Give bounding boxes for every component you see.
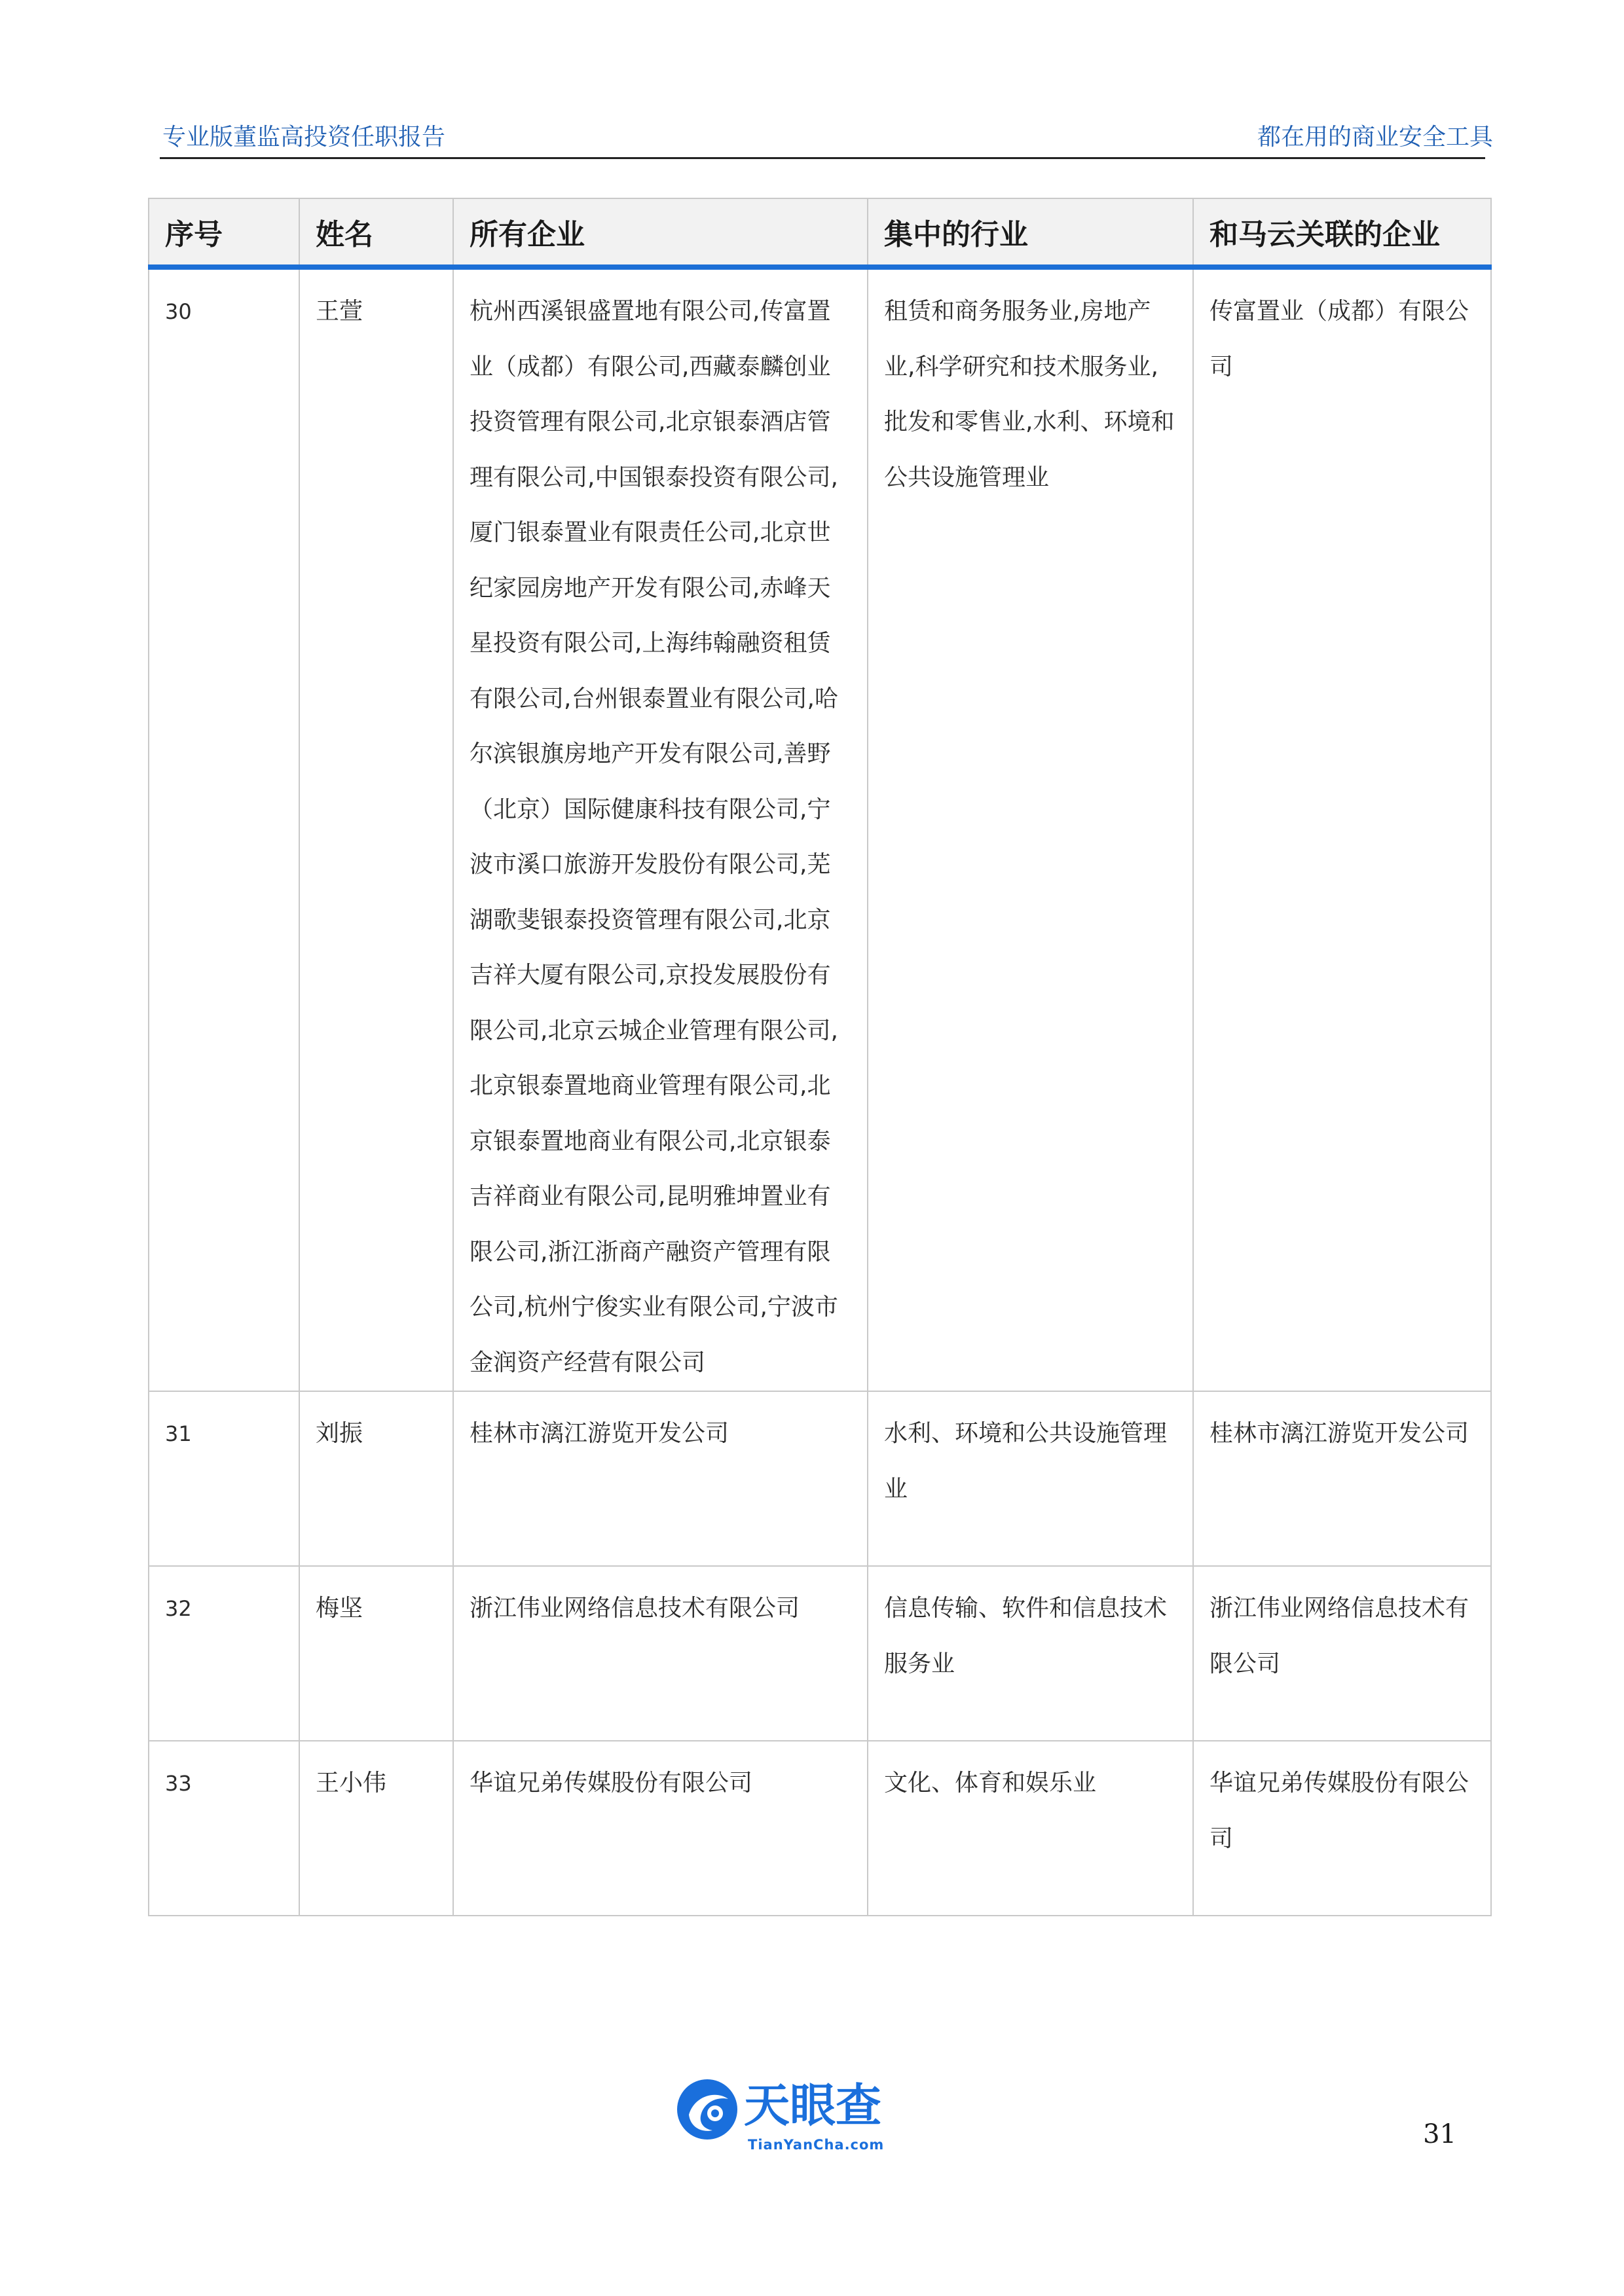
- related-cell: 华谊兄弟传媒股份有限公司: [1193, 1741, 1491, 1916]
- table-header-row: [149, 198, 1491, 267]
- name-cell: 刘振: [299, 1391, 453, 1566]
- report-title: 专业版董监高投资任职报告: [162, 124, 446, 151]
- slogan: 都在用的商业安全工具: [1257, 124, 1493, 151]
- table-row: [149, 1566, 1491, 1741]
- seq-cell: 33: [149, 1741, 299, 1916]
- name-cell: 梅坚: [299, 1566, 453, 1741]
- name-cell: 王萱: [299, 267, 453, 1391]
- industries-cell: 水利、环境和公共设施管理业: [868, 1391, 1193, 1566]
- column-header-industries: 集中的行业: [868, 198, 1193, 267]
- logo-domain: TianYanCha.com: [748, 2137, 885, 2153]
- companies-cell: 杭州西溪银盛置地有限公司,传富置业（成都）有限公司,西藏泰麟创业投资管理有限公司,北京银泰酒店管理有限公司,中国银泰投资有限公司,厦门银泰置业有限责任公司,北京世纪家园房地产开发有限公司,赤峰天星投资有限公司,上海纬翰融资租赁有限公司,台州银泰置业有限公司,哈尔滨银旗房地产开发有限公司,善野（北京）国际健康科技有限公司,宁波市溪口旅游开发股份有限公司,芜湖歌斐银泰投资管理有限公司,北京吉祥大厦有限公司,京投发展股份有限公司,北京云城企业管理有限公司,北京银泰置地商业管理有限公司,北京银泰置地商业有限公司,北京银泰吉祥商业有限公司,昆明雅坤置业有限公司,浙江浙商产融资产管理有限公司,杭州宁俊实业有限公司,宁波市金润资产经营有限公司: [453, 267, 868, 1391]
- industries-cell: 租赁和商务服务业,房地产业,科学研究和技术服务业,批发和零售业,水利、环境和公共设施管理业: [868, 267, 1193, 1391]
- column-header-companies: 所有企业: [453, 198, 868, 267]
- table-row: [149, 1741, 1491, 1916]
- executive-table: [148, 198, 1492, 1916]
- tianyancha-logo: [674, 2077, 910, 2162]
- tianyancha-logo-icon: [674, 2077, 740, 2142]
- companies-cell: 浙江伟业网络信息技术有限公司: [453, 1566, 868, 1741]
- related-cell: 浙江伟业网络信息技术有限公司: [1193, 1566, 1491, 1741]
- companies-cell: 华谊兄弟传媒股份有限公司: [453, 1741, 868, 1916]
- column-header-seq: 序号: [149, 198, 299, 267]
- industries-cell: 文化、体育和娱乐业: [868, 1741, 1193, 1916]
- logo-text: 天眼查: [744, 2079, 881, 2132]
- industries-cell: 信息传输、软件和信息技术服务业: [868, 1566, 1193, 1741]
- table-row: [149, 1391, 1491, 1566]
- header-divider: [160, 157, 1485, 159]
- seq-cell: 32: [149, 1566, 299, 1741]
- related-cell: 桂林市漓江游览开发公司: [1193, 1391, 1491, 1566]
- name-cell: 王小伟: [299, 1741, 453, 1916]
- page-number: 31: [1423, 2119, 1456, 2149]
- companies-cell: 桂林市漓江游览开发公司: [453, 1391, 868, 1566]
- column-header-related: 和马云关联的企业: [1193, 198, 1491, 267]
- table-row: [149, 267, 1491, 1391]
- column-header-name: 姓名: [299, 198, 453, 267]
- seq-cell: 31: [149, 1391, 299, 1566]
- seq-cell: 30: [149, 267, 299, 1391]
- related-cell: 传富置业（成都）有限公司: [1193, 267, 1491, 1391]
